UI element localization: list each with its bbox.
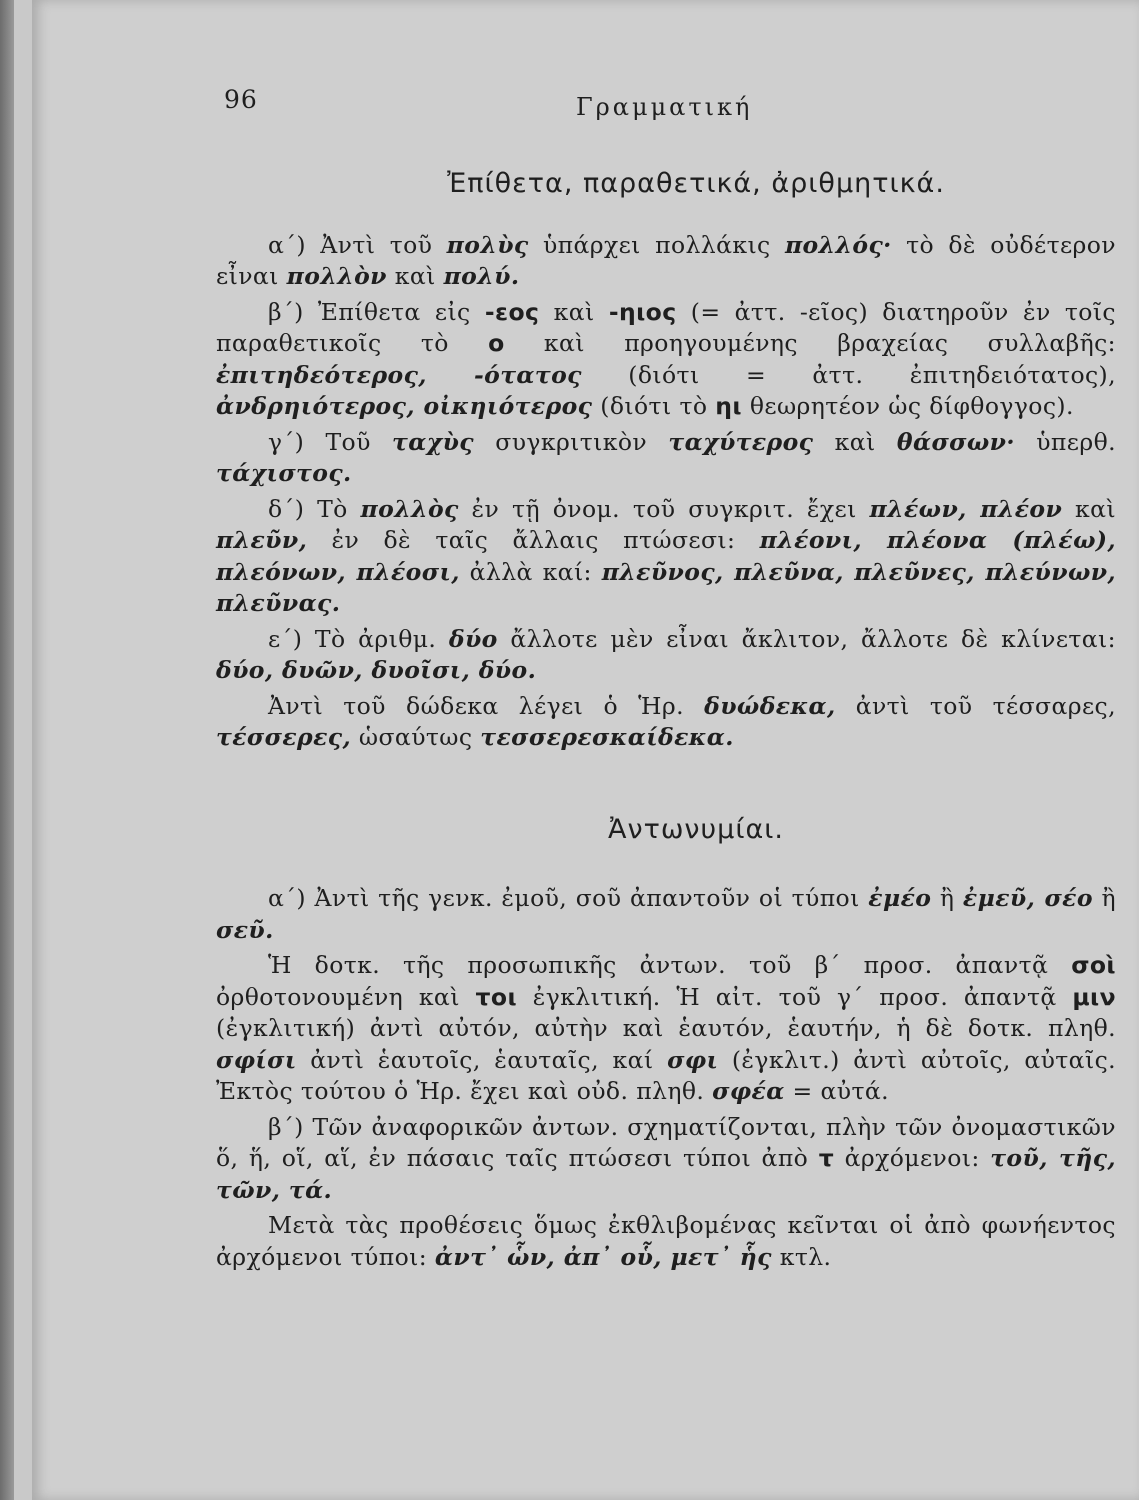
emphasized-term: ταχύτερος bbox=[668, 427, 814, 456]
emphasized-term: δύο bbox=[448, 624, 498, 653]
emphasized-term: πλέονι, πλέονα (πλέω), πλεόνων, πλέοσι, bbox=[216, 526, 1116, 586]
emphasized-term: πολύ. bbox=[443, 262, 520, 290]
emphasized-term: -εος bbox=[484, 297, 540, 326]
emphasized-term: ηι bbox=[715, 392, 742, 420]
paragraph-text: ἀλλὰ καί: bbox=[459, 557, 602, 586]
book-page bbox=[32, 0, 1139, 1500]
emphasized-term: ἐμεῦ, σέο bbox=[962, 884, 1093, 912]
section1-paragraph bbox=[216, 494, 1116, 620]
underlying-page-edge bbox=[14, 0, 33, 1500]
paragraph-text: συγκριτικὸν bbox=[474, 427, 669, 456]
paragraph-text: καὶ bbox=[386, 262, 444, 290]
emphasized-term: τεσσερεσκαίδεκα. bbox=[480, 723, 734, 751]
paragraph-text: Ἡ δοτκ. τῆς προσωπικῆς ἀντων. τοῦ β΄ προσ. ἀπαντᾷ bbox=[268, 951, 1072, 979]
emphasized-term: σφι bbox=[667, 1045, 719, 1074]
paragraph-text: τὸ δὲ οὐδέτερον εἶναι bbox=[216, 230, 1116, 290]
paragraph-text: ἄλλοτε μὲν εἶναι ἄκλιτον, ἄλλοτε δὲ κλίνεται: bbox=[497, 624, 1116, 653]
section-title-adjectives: Ἐπίθετα, παραθετικά, ἀριθμητικά. bbox=[447, 168, 945, 199]
paragraph-text: ἢ bbox=[931, 884, 963, 912]
emphasized-term: σεῦ. bbox=[216, 915, 274, 944]
emphasized-term: ἀνδρηιότερος, οἰκηιότερος bbox=[216, 392, 593, 420]
paragraph-text: = αὐτά. bbox=[784, 1077, 890, 1105]
emphasized-term: τ bbox=[818, 1144, 835, 1172]
paragraph-text: β΄) Ἐπίθετα εἰς bbox=[268, 297, 485, 326]
paragraph-text: α΄) Ἀντὶ τῆς γενκ. ἐμοῦ, σοῦ ἀπαντοῦν οἱ τύποι bbox=[268, 884, 869, 912]
running-head bbox=[216, 84, 1116, 124]
section1-paragraph bbox=[216, 297, 1116, 423]
emphasized-term: πολλὸν bbox=[286, 262, 387, 290]
paragraph-text: καὶ bbox=[813, 427, 897, 456]
section-pronouns-body bbox=[216, 883, 1116, 1273]
emphasized-term: τοι bbox=[475, 982, 518, 1011]
paragraph-text: ὑπερθ. bbox=[1014, 427, 1116, 456]
emphasized-term: ἀντ᾽ ὧν, ἀπ᾽ οὗ, μετ᾽ ἧς bbox=[434, 1242, 772, 1271]
emphasized-term: πολλός· bbox=[784, 230, 892, 259]
paragraph-text: ὀρθοτονουμένη καὶ bbox=[216, 982, 476, 1011]
emphasized-term: πολὺς bbox=[446, 230, 529, 259]
paragraph-text: ἢ bbox=[1092, 884, 1116, 912]
paragraph-text: ἀντὶ ἑαυτοῖς, ἑαυταῖς, καί bbox=[296, 1045, 668, 1074]
paragraph-text: (ἐγκλιτ.) ἀντὶ αὐτοῖς, αὐταῖς. Ἐκτὸς τούτου ὁ Ἡρ. ἔχει καὶ οὐδ. πληθ. bbox=[216, 1045, 1117, 1105]
section2-paragraph bbox=[216, 1210, 1116, 1273]
paragraph-text: α΄) Ἀντὶ τοῦ bbox=[268, 230, 447, 259]
paragraph-text: (= ἀττ. -εῖος) διατηροῦν ἐν τοῖς παραθετικοῖς τὸ bbox=[216, 297, 1116, 357]
emphasized-term: ο bbox=[488, 329, 505, 357]
emphasized-term: σφέα bbox=[712, 1077, 785, 1105]
paragraph-text: Ἀντὶ τοῦ δώδεκα λέγει ὁ Ἡρ. bbox=[268, 691, 705, 720]
paragraph-text: ὡσαύτως bbox=[351, 723, 481, 751]
section2-paragraph bbox=[216, 883, 1116, 946]
paragraph-text: (ἐγκλιτική) ἀντὶ αὐτόν, αὐτὴν καὶ ἑαυτόν, ἑαυτήν, ἡ δὲ δοτκ. πληθ. bbox=[216, 1014, 1116, 1042]
section-adjectives-body bbox=[216, 230, 1116, 754]
emphasized-term: μιν bbox=[1072, 982, 1116, 1011]
emphasized-term: πλέων, πλέον bbox=[869, 494, 1063, 523]
paragraph-text: ἀντὶ τοῦ τέσσαρες, bbox=[835, 691, 1116, 720]
paragraph-text: Μετὰ τὰς προθέσεις ὅμως ἐκθλιβομένας κεῖνται οἱ ἀπὸ φωνήεντος ἀρχόμενοι τύποι: bbox=[216, 1211, 1116, 1271]
paragraph-text: β΄) Τῶν ἀναφορικῶν ἀντων. σχηματίζονται, πλὴν τῶν ὀνομαστικῶν ὅ, ἥ, οἵ, αἵ, ἐν πάσαις ταῖς πτώσεσι τύποι ἀπὸ bbox=[216, 1112, 1116, 1172]
emphasized-term: θάσσων· bbox=[896, 427, 1015, 456]
emphasized-term: ἐμέο bbox=[868, 884, 932, 912]
section2-paragraph bbox=[216, 950, 1116, 1108]
emphasized-term: -ηιος bbox=[608, 297, 677, 326]
paragraph-text: ἐγκλιτική. Ἡ αἰτ. τοῦ γ΄ προσ. ἀπαντᾷ bbox=[517, 982, 1073, 1011]
paragraph-text: κτλ. bbox=[771, 1242, 832, 1271]
paragraph-text: ἐν δὲ ταῖς ἄλλαις πτώσεσι: bbox=[307, 526, 760, 554]
paragraph-text: (διότι = ἀττ. ἐπιτηδειότατος), bbox=[581, 360, 1116, 389]
emphasized-term: τέσσερες, bbox=[216, 723, 352, 751]
emphasized-term: πολλὸς bbox=[360, 494, 459, 523]
emphasized-term: σφίσι bbox=[216, 1045, 297, 1074]
paragraph-text: (διότι τὸ bbox=[592, 392, 716, 420]
emphasized-term: πλεῦν, bbox=[216, 526, 308, 554]
emphasized-term: πλεῦνος, πλεῦνα, πλεῦνες, πλεύνων, πλεῦνας. bbox=[216, 557, 1117, 617]
section1-paragraph bbox=[216, 624, 1116, 687]
section1-paragraph bbox=[216, 427, 1116, 490]
section-title-pronouns: Ἀντωνυμίαι. bbox=[608, 813, 784, 845]
emphasized-term: ταχὺς bbox=[392, 427, 474, 456]
paragraph-text: καὶ bbox=[539, 297, 609, 326]
section1-paragraph bbox=[216, 691, 1116, 754]
page-number: 96 bbox=[224, 85, 258, 114]
page-content bbox=[216, 84, 1116, 1277]
paragraph-text: ἐν τῇ ὀνομ. τοῦ συγκριτ. ἔχει bbox=[458, 494, 870, 523]
page-edge-shadow bbox=[0, 0, 14, 1500]
section1-paragraph bbox=[216, 230, 1116, 293]
emphasized-term: σοὶ bbox=[1071, 951, 1116, 979]
paragraph-text: καὶ προηγουμένης βραχείας συλλαβῆς: bbox=[504, 329, 1116, 357]
paragraph-text: καὶ bbox=[1062, 494, 1116, 523]
paragraph-text: ὑπάρχει πολλάκις bbox=[528, 230, 785, 259]
section2-paragraph bbox=[216, 1112, 1116, 1207]
emphasized-term: τάχιστος. bbox=[216, 459, 352, 487]
emphasized-term: δύο, δυῶν, δυοῖσι, δύο. bbox=[216, 656, 537, 684]
paragraph-text: γ΄) Τοῦ bbox=[268, 427, 393, 456]
paragraph-text: δ΄) Τὸ bbox=[268, 494, 361, 523]
paragraph-text: θεωρητέον ὡς δίφθογγος). bbox=[741, 392, 1074, 420]
emphasized-term: ἐπιτηδεότερος, -ότατος bbox=[216, 360, 582, 389]
running-title: Γραμματική bbox=[576, 93, 753, 121]
paragraph-text: ἀρχόμενοι: bbox=[834, 1144, 991, 1172]
paragraph-text: ε΄) Τὸ ἀριθμ. bbox=[268, 624, 449, 653]
emphasized-term: τοῦ, τῆς, τῶν, τά. bbox=[216, 1144, 1116, 1204]
emphasized-term: δυώδεκα, bbox=[704, 691, 836, 720]
